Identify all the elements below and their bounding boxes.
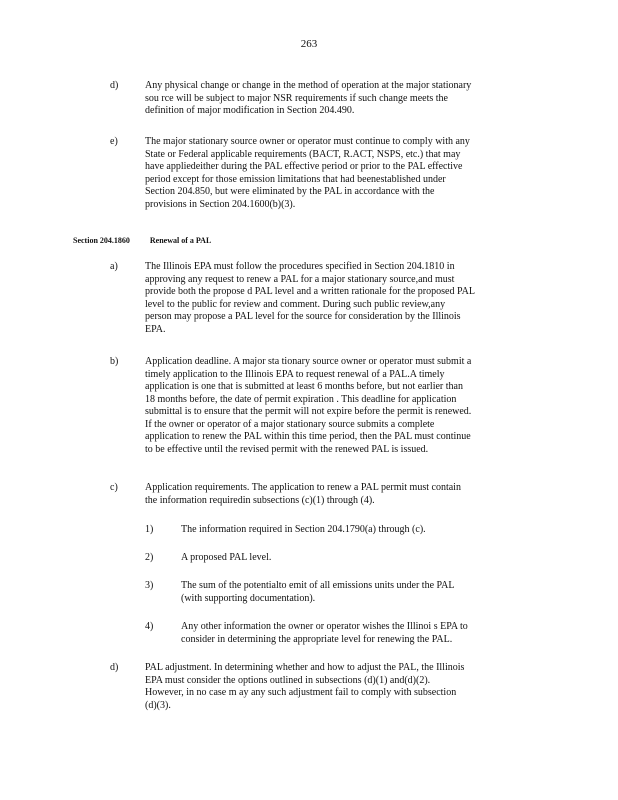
item-label: d): [110, 80, 119, 91]
text-line: provisions in Section 204.1600(b)(3).: [145, 198, 296, 210]
section-number: Section 204.1860: [73, 236, 130, 245]
subitem-text: [181, 580, 455, 605]
text-line: EPA.: [145, 323, 166, 335]
text-line: to be effective until the revised permit with the renewed PAL is issued.: [145, 443, 429, 455]
section-heading: [73, 236, 211, 245]
page-number: 263: [300, 38, 318, 50]
item-text: [145, 482, 461, 507]
text-line: Application deadline. A major sta tionary source owner or operator must submit a: [145, 356, 472, 367]
text-line: Application requirements. The application to renew a PAL permit must contain: [145, 482, 461, 493]
text-line: period except for those emission limitations that had beenestablished under: [145, 173, 446, 185]
text-line: (with supporting documentation).: [181, 592, 316, 604]
text-line: sou rce will be subject to major NSR requirements if such change meets the: [145, 92, 448, 104]
section-title: Renewal of a PAL: [149, 236, 212, 245]
text-line: A proposed PAL level.: [181, 552, 272, 563]
text-line: If the owner or operator of a major stationary source submits a complete: [145, 418, 435, 430]
subitem-label: 4): [145, 621, 154, 632]
text-line: submittal is to ensure that the permit will not expire before the permit is renewed.: [145, 406, 472, 417]
item-label: c): [110, 482, 118, 493]
subitem-label: 3): [145, 580, 154, 591]
text-line: consider in determining the appropriate level for renewing the PAL.: [181, 633, 453, 645]
subitem-text: [181, 552, 271, 565]
item-text: [145, 136, 470, 211]
text-line: application to renew the PAL within this time period, then the PAL must continue: [145, 431, 471, 442]
item-text: [145, 662, 464, 712]
text-line: person may propose a PAL level for the source for consideration by the Illinois: [145, 311, 461, 322]
text-line: The sum of the potentialto emit of all emissions units under the PAL: [181, 580, 455, 591]
text-line: have appliedeither during the PAL effective period or prior to the PAL effective: [145, 161, 463, 172]
text-line: Any other information the owner or operator wishes the Illinoi s EPA to: [181, 621, 468, 632]
item-text: [145, 261, 475, 336]
item-text: [145, 356, 471, 456]
subitem-label: 2): [145, 552, 154, 563]
text-line: The Illinois EPA must follow the procedures specified in Section 204.1810 in: [145, 261, 455, 272]
item-label: d): [110, 662, 119, 673]
text-line: The major stationary source owner or operator must continue to comply with any: [145, 136, 470, 147]
item-label: b): [110, 356, 119, 367]
item-label: a): [110, 261, 118, 272]
text-line: level to the public for review and comment. During such public review,any: [145, 298, 446, 310]
text-line: The information required in Section 204.1790(a) through (c).: [181, 524, 426, 535]
subitem-text: [181, 524, 426, 537]
text-line: EPA must consider the options outlined in subsections (d)(1) and(d)(2).: [145, 674, 431, 686]
text-line: PAL adjustment. In determining whether and how to adjust the PAL, the Illinois: [145, 662, 465, 673]
text-line: State or Federal applicable requirements (BACT, R.ACT, NSPS, etc.) that may: [145, 148, 461, 160]
subitem-text: [181, 621, 468, 646]
text-line: Section 204.850, but were eliminated by the PAL in accordance with the: [145, 186, 435, 197]
item-label: e): [110, 136, 118, 147]
text-line: application is one that is submitted at least 6 months before, but not earlier than: [145, 381, 463, 392]
text-line: 18 months before, the date of permit expiration . This deadline for application: [145, 393, 457, 405]
text-line: approving any request to renew a PAL for a major stationary source,and must: [145, 273, 455, 285]
text-line: timely application to the Illinois EPA to request renewal of a PAL.A timely: [145, 368, 445, 380]
text-line: Any physical change or change in the method of operation at the major stationary: [145, 80, 472, 91]
text-line: definition of major modification in Section 204.490.: [145, 105, 355, 116]
text-line: the information requiredin subsections (c)(1) through (4).: [145, 494, 375, 506]
text-line: However, in no case m ay any such adjustment fail to comply with subsection: [145, 687, 457, 698]
item-text: [145, 80, 471, 118]
text-line: provide both the propose d PAL level and a written rationale for the proposed PAL: [145, 286, 475, 297]
subitem-label: 1): [145, 524, 154, 535]
text-line: (d)(3).: [145, 699, 171, 711]
